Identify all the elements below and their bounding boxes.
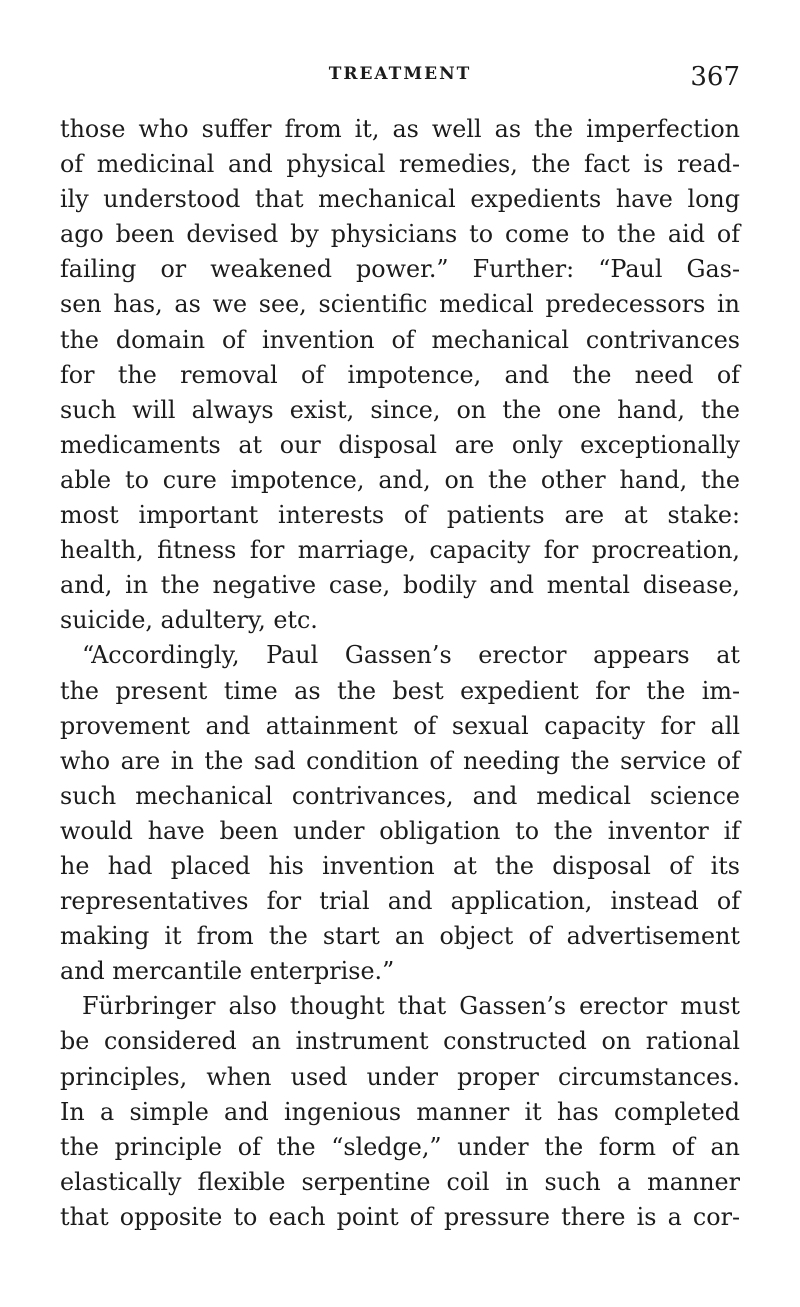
text-line: health, fitness for marriage, capacity for procreation, xyxy=(60,536,740,565)
text-line: be considered an instrument constructed on rational xyxy=(60,1027,740,1056)
running-head: TREATMENT xyxy=(328,64,472,84)
text-line: those who suffer from it, as well as the imperfection xyxy=(60,115,740,143)
text-line: he had placed his invention at the disposal of its xyxy=(60,851,740,880)
text-line: “Accordingly, Paul Gassen’s erector appears at xyxy=(82,641,740,670)
text-line: medicaments at our disposal are only exceptionally xyxy=(60,430,740,459)
text-line: Fürbringer also thought that Gassen’s erector must xyxy=(82,992,740,1021)
text-line: ily understood that mechanical expedients have long xyxy=(60,185,740,214)
page-number: 367 xyxy=(690,62,740,92)
text-line: able to cure impotence, and, on the other hand, the xyxy=(60,465,740,494)
text-line: principles, when used under proper circumstances. xyxy=(60,1062,740,1091)
text-line: such will always exist, since, on the one hand, the xyxy=(60,395,740,424)
text-line: of medicinal and physical remedies, the fact is read- xyxy=(60,150,740,179)
text-line: sen has, as we see, scientific medical predecessors in xyxy=(60,290,740,319)
text-line: the present time as the best expedient for the im- xyxy=(60,676,740,705)
text-line: would have been under obligation to the inventor if xyxy=(60,816,740,845)
text-line: provement and attainment of sexual capacity for all xyxy=(60,711,740,740)
text-line: that opposite to each point of pressure there is a cor- xyxy=(60,1202,740,1231)
text-line: elastically flexible serpentine coil in such a manner xyxy=(60,1167,740,1196)
text-line: making it from the start an object of advertisement xyxy=(60,922,740,951)
page-header xyxy=(60,62,740,102)
text-line: such mechanical contrivances, and medical science xyxy=(60,781,740,810)
text-line: representatives for trial and application, instead of xyxy=(60,887,740,916)
text-line: suicide, adultery, etc. xyxy=(60,606,318,635)
text-line: the domain of invention of mechanical contrivances xyxy=(60,325,740,354)
text-line: most important interests of patients are at stake: xyxy=(60,501,740,530)
text-line: failing or weakened power.” Further: “Paul Gas- xyxy=(60,255,740,284)
text-line: who are in the sad condition of needing the service of xyxy=(60,746,740,775)
text-line: and mercantile enterprise.” xyxy=(60,957,395,986)
text-line: the principle of the “sledge,” under the form of an xyxy=(60,1132,740,1161)
text-line: for the removal of impotence, and the need of xyxy=(60,360,740,389)
body-text xyxy=(60,112,740,1235)
text-line: and, in the negative case, bodily and mental disease, xyxy=(60,571,740,600)
text-line: ago been devised by physicians to come to the aid of xyxy=(60,220,740,249)
text-line: In a simple and ingenious manner it has completed xyxy=(60,1097,740,1126)
